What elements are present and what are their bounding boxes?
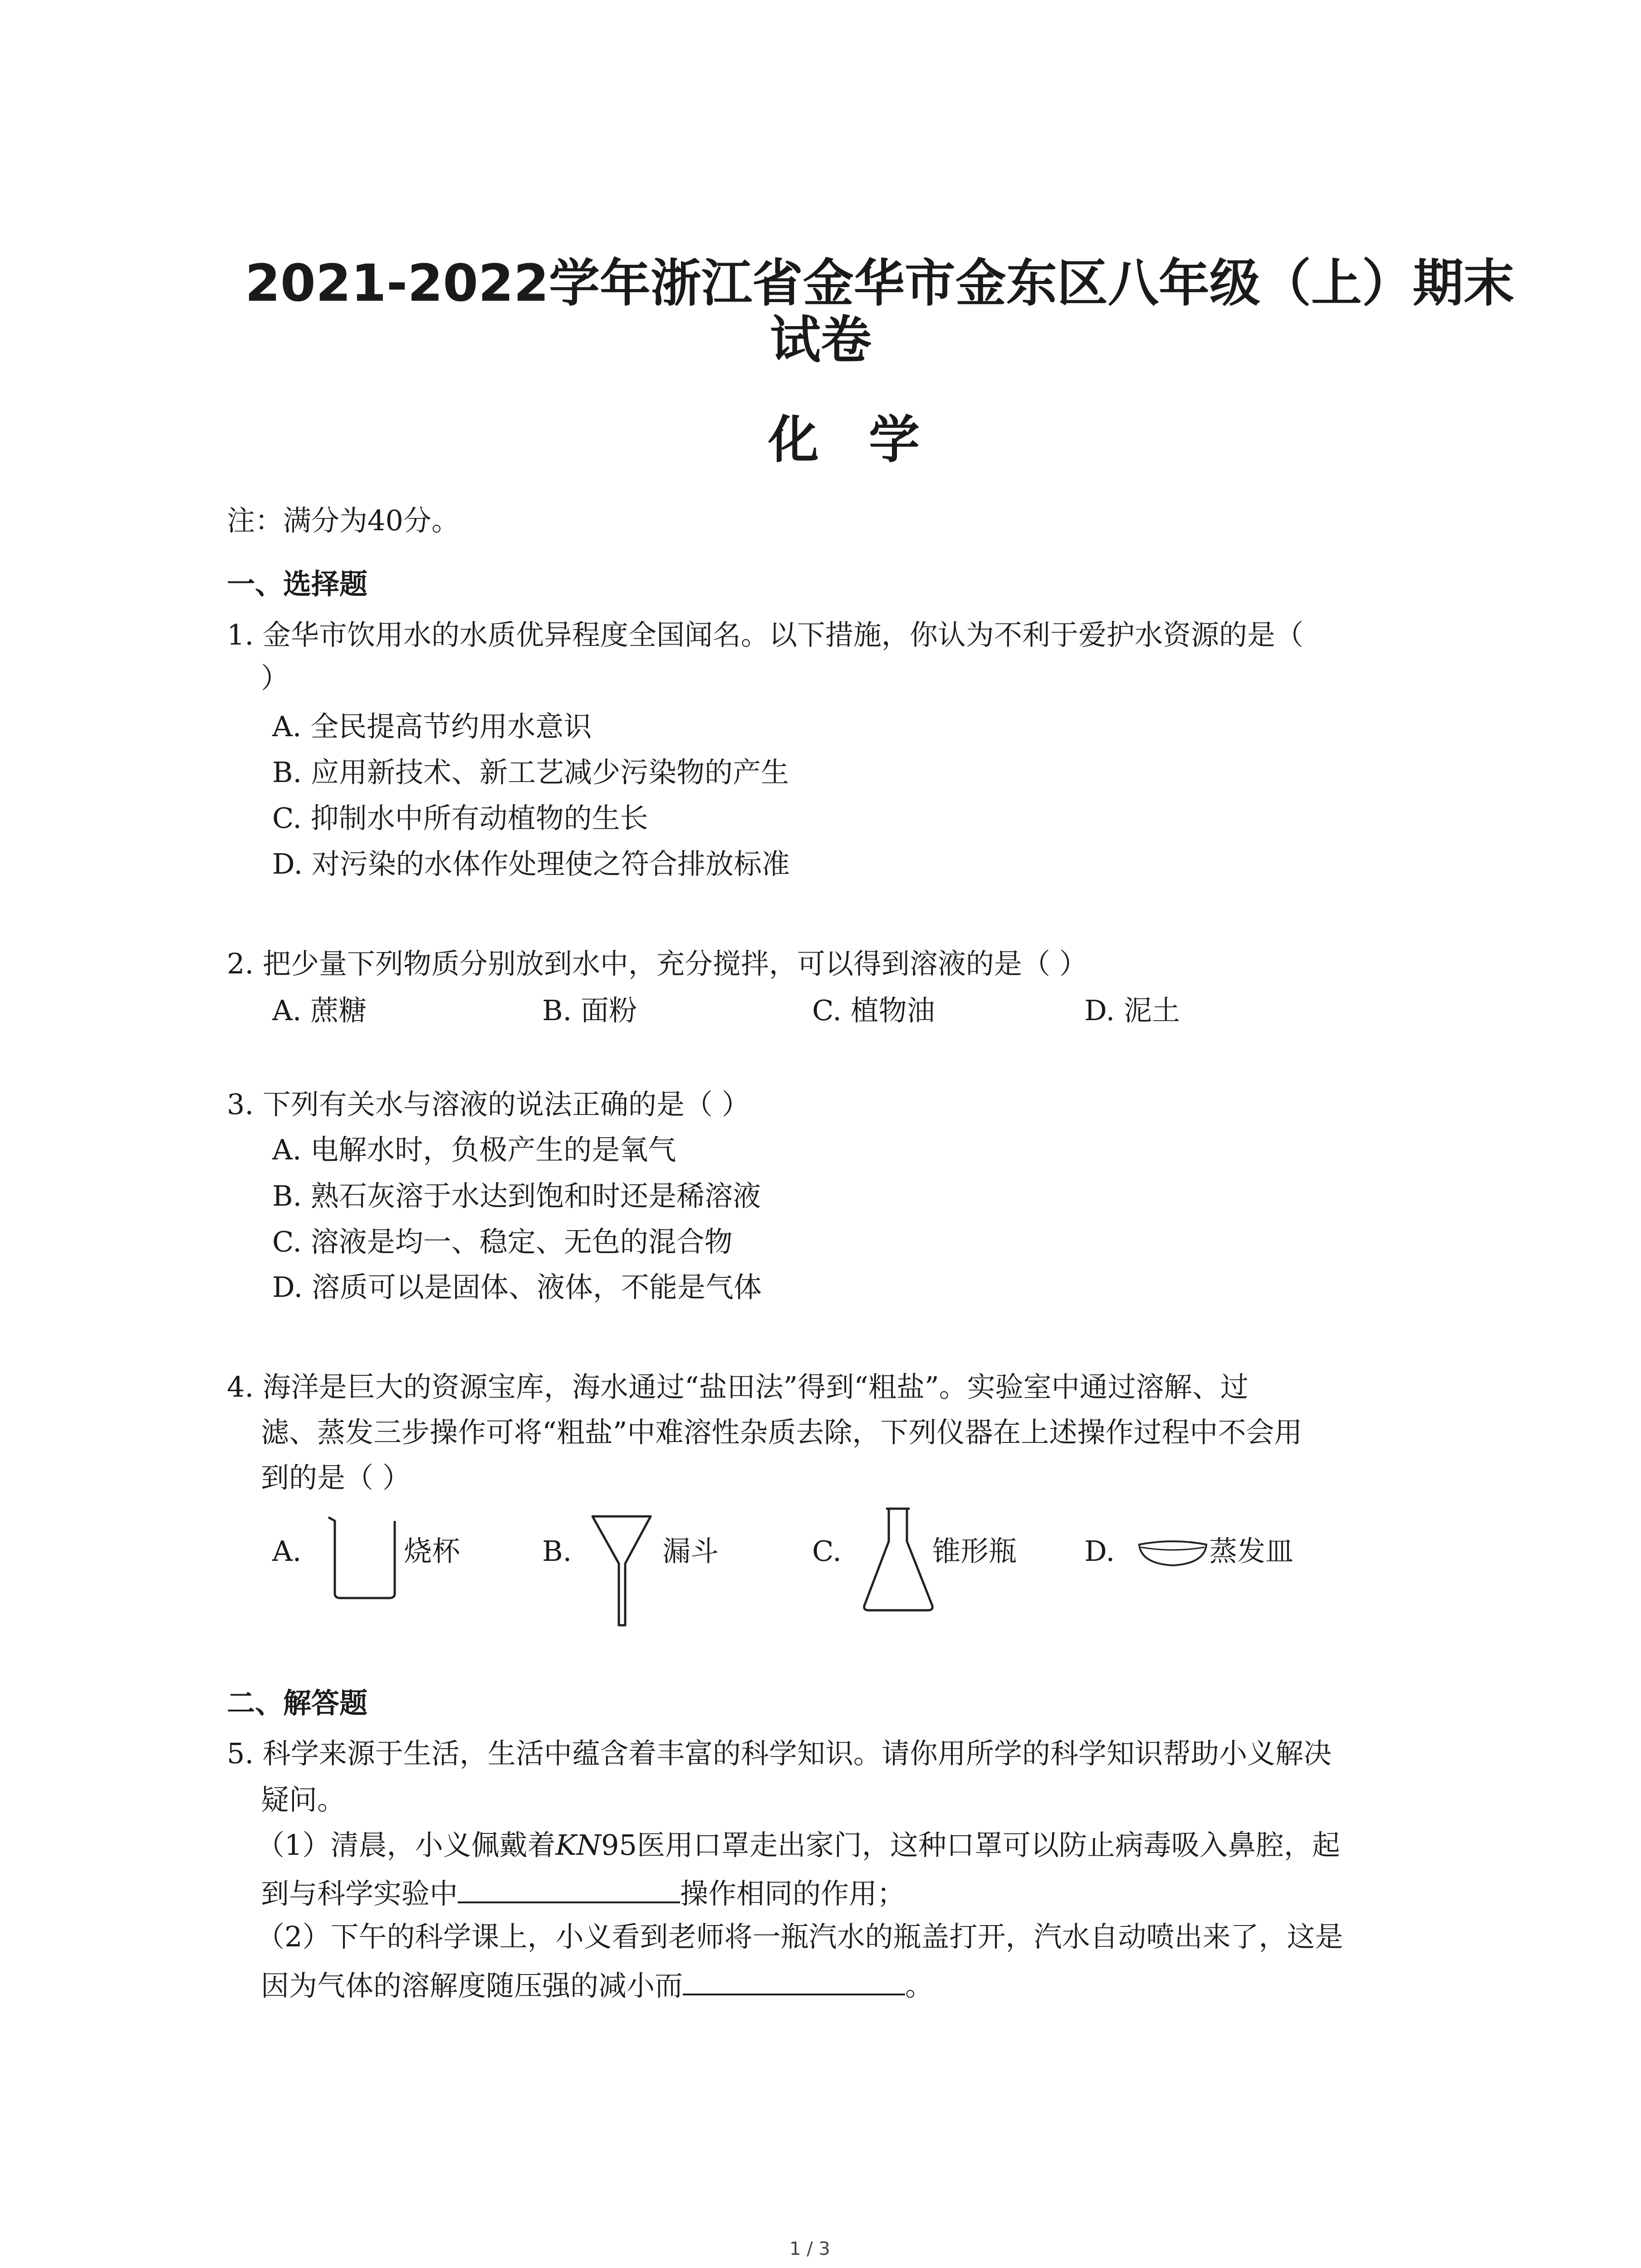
question-5-part-1 [256, 1827, 1340, 1863]
question-1-option-d: D. 对污染的水体作处理使之符合排放标准 [272, 847, 790, 880]
question-2-option-b: B. 面粉 [542, 994, 637, 1027]
evaporating-dish-icon [1136, 1535, 1209, 1569]
question-5-part-2-text-b: 。 [905, 1969, 934, 2002]
section-heading-answer: 二、解答题 [227, 1686, 368, 1720]
page-number: 1 / 3 [789, 2239, 830, 2259]
question-1-stem: 1. 金华市饮用水的水质优异程度全国闻名。以下措施，你认为不利于爱护水资源的是（ [227, 618, 1303, 651]
question-1-option-b: B. 应用新技术、新工艺减少污染物的产生 [272, 756, 789, 789]
question-5-stem: 5. 科学来源于生活，生活中蕴含着丰富的科学知识。请你用所学的科学知识帮助小义解决 [227, 1737, 1332, 1770]
question-4-option-b-letter: B. [542, 1535, 572, 1568]
question-4-option-d-label: 蒸发皿 [1209, 1535, 1294, 1568]
question-5-part-1-text-a: （1）清晨，小义佩戴着 [256, 1828, 556, 1862]
question-2-stem: 2. 把少量下列物质分别放到水中，充分搅拌，可以得到溶液的是（ ） [227, 947, 1087, 980]
question-2-option-c: C. 植物油 [812, 994, 935, 1027]
question-5-part-2-text-a: 因为气体的溶解度随压强的减小而 [261, 1969, 683, 2002]
question-3-option-d: D. 溶质可以是固体、液体，不能是气体 [272, 1271, 762, 1304]
question-3-option-c: C. 溶液是均一、稳定、无色的混合物 [272, 1225, 733, 1258]
conical-flask-icon [860, 1506, 937, 1615]
question-3-option-b: B. 熟石灰溶于水达到饱和时还是稀溶液 [272, 1179, 761, 1212]
question-1-option-c: C. 抑制水中所有动植物的生长 [272, 802, 648, 835]
question-1-option-a: A. 全民提高节约用水意识 [272, 710, 592, 743]
funnel-icon [590, 1513, 653, 1628]
question-4-stem-cont1: 滤、蒸发三步操作可将“粗盐”中难溶性杂质去除，下列仪器在上述操作过程中不会用 [261, 1416, 1303, 1449]
score-note: 注：满分为40分。 [227, 504, 460, 537]
beaker-icon [322, 1513, 404, 1603]
kn-mask-label: KN [555, 1828, 602, 1862]
question-2-option-a: A. 蔗糖 [272, 994, 367, 1027]
question-4-option-c-label: 锥形瓶 [932, 1535, 1017, 1568]
question-4-stem-cont2: 到的是（ ） [261, 1461, 411, 1494]
question-4-option-b-label: 漏斗 [662, 1535, 719, 1568]
question-1-stem-cont: ） [261, 661, 289, 694]
exam-title-line2: 试卷 [770, 311, 872, 370]
question-5-part-2-cont [261, 1965, 933, 2004]
exam-title-line1: 2021-2022学年浙江省金华市金东区八年级（上）期末 [245, 254, 1514, 313]
answer-blank-1[interactable] [458, 1873, 680, 1903]
question-4-stem: 4. 海洋是巨大的资源宝库，海水通过“盐田法”得到“粗盐”。实验室中通过溶解、过 [227, 1370, 1249, 1403]
question-4-option-c-letter: C. [812, 1535, 842, 1568]
question-5-part-1-cont [261, 1873, 905, 1912]
answer-blank-2[interactable] [683, 1965, 905, 1995]
question-3-option-a: A. 电解水时，负极产生的是氧气 [272, 1133, 676, 1166]
question-3-stem: 3. 下列有关水与溶液的说法正确的是（ ） [227, 1088, 750, 1121]
question-5-stem-cont: 疑问。 [261, 1783, 346, 1816]
question-5-part-1-text-c: 到与科学实验中 [261, 1877, 458, 1910]
question-5-part-1-text-b: 95医用口罩走出家门，这种口罩可以防止病毒吸入鼻腔，起 [601, 1828, 1340, 1862]
question-5-part-1-text-d: 操作相同的作用； [680, 1877, 906, 1910]
question-4-option-d-letter: D. [1084, 1535, 1115, 1568]
question-4-option-a-letter: A. [272, 1535, 302, 1568]
question-5-part-2: （2）下午的科学课上，小义看到老师将一瓶汽水的瓶盖打开，汽水自动喷出来了，这是 [256, 1920, 1343, 1953]
section-heading-choice: 一、选择题 [227, 567, 368, 601]
question-2-option-d: D. 泥土 [1084, 994, 1180, 1027]
question-4-option-a-label: 烧杯 [404, 1535, 460, 1568]
subject-title: 化学 [768, 411, 970, 469]
